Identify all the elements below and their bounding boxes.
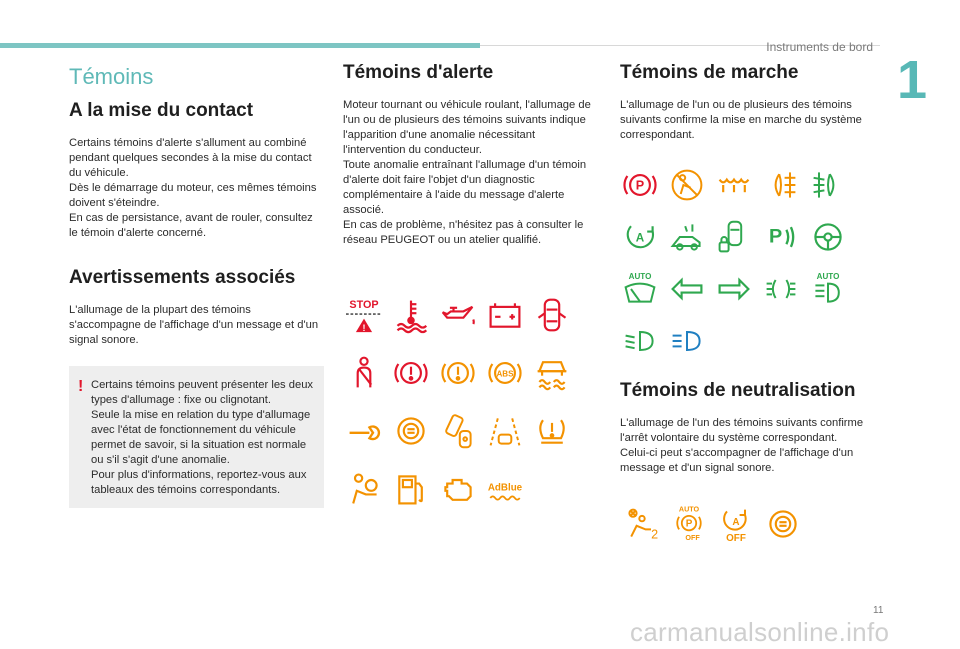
oil-pressure-icon (438, 295, 478, 335)
heading-mise-contact: A la mise du contact (69, 100, 254, 121)
seat-belt-icon (344, 353, 384, 393)
engine-fault-icon (438, 469, 478, 509)
note-box (69, 366, 324, 508)
door-open-icon (532, 295, 572, 335)
tyre-pressure-icon (532, 411, 572, 451)
left-indicator-icon (667, 269, 707, 309)
stop-start-off-icon (716, 504, 756, 544)
parking-brake-icon (620, 165, 660, 205)
passenger-2-label: 2 (651, 527, 659, 542)
column-alerte (343, 62, 598, 248)
parking-p-label: P (635, 178, 645, 193)
column-intro (69, 62, 324, 508)
text-mise-contact: Certains témoins d'alerte s'allument au combiné pendant quelques secondes à la mise du contact du véhicule. Dès le démarrage du moteur, ces mêmes témoins doivent s'éteindre. En cas de persistance, avant de rouler, consultez le témoin d'alerte concerné. (69, 137, 317, 239)
auto-lighting-label: AUTO (816, 272, 840, 282)
chapter-number: 1 (897, 50, 928, 110)
adblue-label: AdBlue (487, 482, 523, 494)
running-icons-grid (620, 165, 854, 373)
text-temoins-marche: L'allumage de l'un ou de plusieurs des témoins suivants confirme la mise en marche du système correspondant. (620, 99, 862, 141)
stop-start-off-a-label: A (732, 516, 740, 528)
brake-warning-icon (391, 353, 431, 393)
parking-sensor-p-label: P (768, 225, 783, 248)
rear-fog-light-icon (761, 165, 801, 205)
auto-lighting-icon (808, 269, 848, 309)
dipped-beam-icon (620, 321, 660, 361)
airbag-off-icon (344, 469, 384, 509)
steering-wheel-icon (808, 217, 848, 257)
warning-mark-icon: ! (78, 378, 84, 395)
heading-temoins-alerte: Témoins d'alerte (343, 62, 494, 83)
maintenance-wrench-icon (344, 411, 384, 451)
auto-wipers-label: AUTO (628, 272, 652, 282)
glow-plug-icon (714, 165, 754, 205)
adblue-icon (485, 469, 525, 509)
coolant-temperature-icon (391, 295, 431, 335)
text-avertissements: L'allumage de la plupart des témoins s'accompagne de l'affichage d'un message et d'un signal sonore. (69, 304, 319, 346)
stop-start-a-label: A (635, 231, 645, 245)
stop-start-off-label: OFF (726, 533, 746, 545)
alert-icons-grid (344, 295, 578, 527)
header-accent-bar (0, 43, 480, 48)
heading-temoins-neutralisation: Témoins de neutralisation (620, 380, 856, 401)
stop-label: STOP (349, 298, 379, 311)
lane-departure-icon (485, 411, 525, 451)
svg-text:ABS: ABS (496, 369, 514, 379)
heading-temoins-marche: Témoins de marche (620, 62, 799, 83)
svg-text:!: ! (362, 322, 366, 333)
battery-charge-icon (485, 295, 525, 335)
brake-assist-off-icon (763, 504, 803, 544)
parking-brake-auto-label: AUTO (678, 504, 700, 514)
column-neutralisation (620, 380, 880, 476)
stop-start-icon (620, 217, 660, 257)
deactivation-icons-grid (622, 504, 809, 548)
stop-warning-icon (344, 295, 384, 335)
text-temoins-alerte: Moteur tournant ou véhicule roulant, l'allumage de l'un ou de plusieurs des témoins suivants indique l'apparition d'une anomalie nécessitant l'intervention du conducteur. Toute anomalie entraînant l'allumage d'un témoin d'alerte doit faire l'objet d'un diagnostic complémentaire à l'aide du message d'alerte associé. En cas de problème, n'hésitez pas à consulter le réseau PEUGEOT ou un atelier qualifié. (343, 99, 591, 246)
auto-parking-brake-off-icon (669, 504, 709, 544)
fuel-level-icon (391, 469, 431, 509)
column-marche (620, 62, 880, 143)
auto-wipers-icon (620, 269, 660, 309)
sidelights-icon (761, 269, 801, 309)
text-temoins-neutralisation: L'allumage de l'un des témoins suivants confirme l'arrêt volontaire du système correspondant. Celui-ci peut s'accompagner de l'affichage d'un message et d'un signal sonore. (620, 417, 864, 474)
seat-belt-passenger-icon (622, 504, 662, 544)
abs-icon (485, 353, 525, 393)
parking-brake-p-label: P (685, 518, 693, 530)
page-number: 11 (873, 605, 884, 616)
cruise-car-icon (667, 217, 707, 257)
door-lock-icon (714, 217, 754, 257)
section-title: Témoins (69, 64, 154, 89)
service-warning-icon (438, 353, 478, 393)
parking-brake-off-label: OFF (685, 533, 700, 543)
note-text: Certains témoins peuvent présenter les deux types d'allumage : fixe ou clignotant. Seule la mise en relation du type d'allumage avec l'état de fonctionnement du véhicule permet de savoir, si la situation est normale ou s'il s'agit d'une anomalie. Pour plus d'informations, reportez-vous aux tableaux des témoins correspondants. (91, 379, 314, 496)
watermark-text: carmanualsonline.info (630, 617, 890, 647)
page-header-title: Instruments de bord (766, 40, 873, 54)
main-beam-icon (667, 321, 707, 361)
stability-control-icon (532, 353, 572, 393)
remote-key-icon (438, 411, 478, 451)
right-indicator-icon (714, 269, 754, 309)
parking-sensor-icon (761, 217, 801, 257)
front-fog-light-icon (808, 165, 848, 205)
heading-avertissements: Avertissements associés (69, 267, 296, 288)
passenger-airbag-off-icon (667, 165, 707, 205)
brake-pads-icon (391, 411, 431, 451)
